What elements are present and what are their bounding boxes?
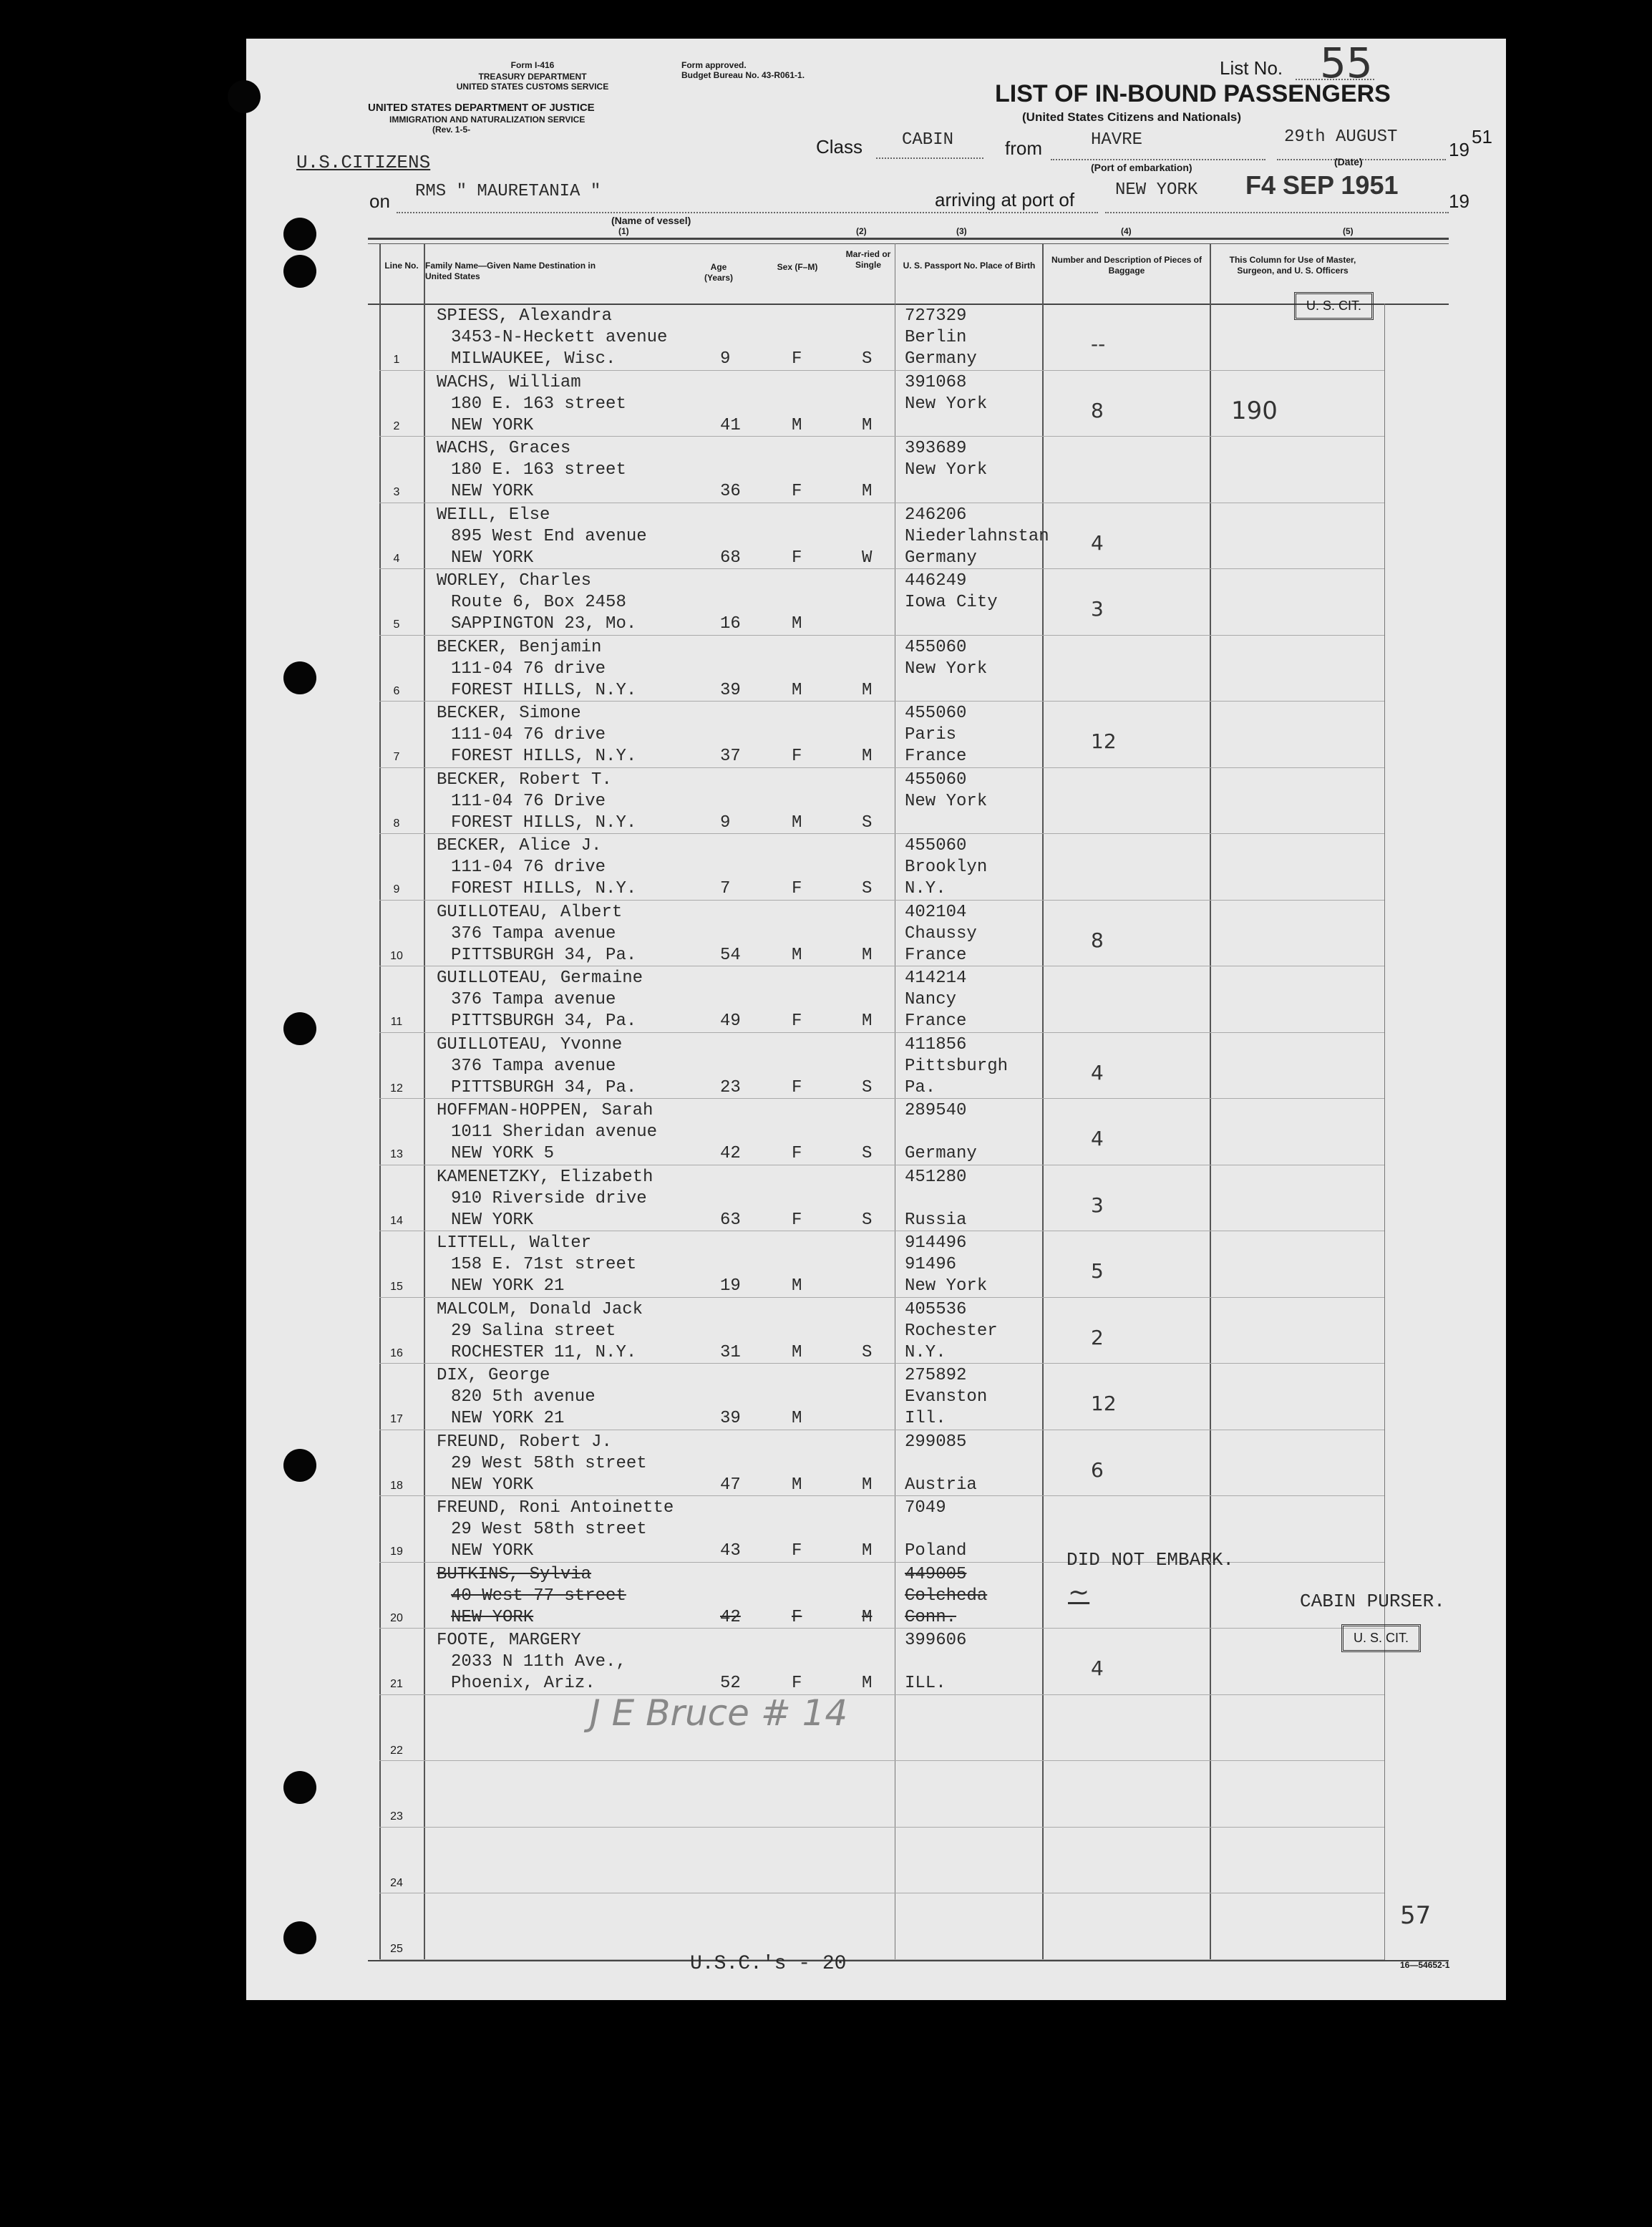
passenger-name: GUILLOTEAU, Yvonne <box>437 1034 623 1054</box>
passport-number: 451280 <box>905 1167 967 1187</box>
passenger-city: NEW YORK <box>451 1541 534 1561</box>
row-divider <box>379 1495 1384 1496</box>
footer-code: 16—54652-1 <box>1400 1960 1450 1970</box>
passenger-marital-status: M <box>862 747 873 766</box>
passenger-marital-status: S <box>862 349 873 369</box>
year-prefix-arrival: 19 <box>1449 190 1469 212</box>
form-number: Form I-416 <box>510 60 555 70</box>
birth-country: ILL. <box>905 1674 946 1693</box>
list-no-value: 55 <box>1320 39 1373 87</box>
passenger-address: 376 Tampa avenue <box>451 1056 616 1076</box>
year-prefix: 19 <box>1449 139 1469 160</box>
birth-country: New York <box>905 1276 988 1296</box>
line-number: 15 <box>390 1281 403 1293</box>
handwritten-note: J E Bruce # 14 <box>590 1692 848 1734</box>
passport-number: 299085 <box>905 1432 967 1452</box>
passport-number: 393689 <box>905 439 967 458</box>
row-divider <box>379 568 1384 569</box>
passenger-marital-status: M <box>862 1541 873 1561</box>
passenger-address: 29 Salina street <box>451 1321 616 1341</box>
from-value: HAVRE <box>1091 130 1143 150</box>
row-divider <box>379 900 1384 901</box>
passenger-name: BECKER, Simone <box>437 704 581 723</box>
passenger-age: 42 <box>720 1144 741 1163</box>
port-embark-caption: (Port of embarkation) <box>1091 162 1192 173</box>
form-approved: Form approved. <box>681 60 747 70</box>
passenger-age: 49 <box>720 1011 741 1031</box>
col-head-name: Family Name—Given Name Destination in United States <box>425 261 596 281</box>
passport-number: 455060 <box>905 770 967 790</box>
passenger-address: 158 E. 71st street <box>451 1255 637 1274</box>
punch-hole <box>283 255 316 288</box>
line-number: 17 <box>390 1413 403 1425</box>
passenger-sex: M <box>792 1475 802 1495</box>
punch-hole <box>283 218 316 251</box>
birth-country: Germany <box>905 548 977 568</box>
passenger-sex: F <box>792 1210 802 1230</box>
passenger-marital-status: S <box>862 879 873 898</box>
line-number: 23 <box>390 1810 403 1823</box>
birth-country: France <box>905 945 967 965</box>
baggage-count: -- <box>1091 332 1106 356</box>
passenger-sex: F <box>792 1011 802 1031</box>
bottom-corner-mark: 57 <box>1400 1901 1432 1930</box>
passenger-marital-status: M <box>862 1674 873 1693</box>
passenger-age: 7 <box>720 879 731 898</box>
line-number: 5 <box>393 618 400 631</box>
passenger-age: 9 <box>720 349 731 369</box>
passport-number: 289540 <box>905 1101 967 1120</box>
birth-place: Paris <box>905 725 957 744</box>
vessel-name: RMS " MAURETANIA " <box>415 182 601 201</box>
passenger-address: 2033 N 11th Ave., <box>451 1652 626 1672</box>
passenger-age: 9 <box>720 812 731 833</box>
baggage-count: 3 <box>1091 1193 1104 1217</box>
birth-place: New York <box>905 659 988 679</box>
did-not-embark-note: DID NOT EMBARK. <box>1066 1549 1235 1571</box>
passenger-sex: F <box>792 747 802 766</box>
birth-place: Pittsburgh <box>905 1056 1009 1076</box>
passenger-sex: F <box>792 1541 802 1561</box>
line-number: 8 <box>393 817 400 830</box>
passport-number: 246206 <box>905 505 967 525</box>
birth-country: Conn. <box>905 1607 957 1627</box>
passenger-age: 16 <box>720 614 741 634</box>
rev-line: (Rev. 1-5- <box>432 125 471 135</box>
passenger-marital-status: M <box>862 1607 873 1627</box>
passenger-age: 63 <box>720 1210 741 1230</box>
line-number: 10 <box>390 949 403 962</box>
col-head-passport: U. S. Passport No. Place of Birth <box>903 261 1036 271</box>
passenger-sex: F <box>792 1607 802 1627</box>
passenger-address: 3453-N-Heckett avenue <box>451 328 668 347</box>
baggage-count: 8 <box>1091 398 1104 422</box>
footer-total: U.S.C.'s - 20 <box>690 1953 847 1975</box>
row-divider <box>379 1959 1384 1960</box>
passenger-sex: F <box>792 548 802 568</box>
passenger-age: 41 <box>720 415 741 435</box>
col-head-sex: Sex (F–M) <box>777 262 818 272</box>
document-title: LIST OF IN-BOUND PASSENGERS <box>995 80 1391 107</box>
passenger-age: 19 <box>720 1276 741 1296</box>
cabin-purser-label: CABIN PURSER. <box>1300 1591 1445 1612</box>
birth-place: Berlin <box>905 328 967 347</box>
passport-number: 727329 <box>905 306 967 326</box>
passenger-marital-status: M <box>862 1475 873 1495</box>
birth-country: Russia <box>905 1210 967 1230</box>
passenger-sex: M <box>792 614 802 634</box>
customs-line: UNITED STATES CUSTOMS SERVICE <box>456 82 609 92</box>
year-suffix: 51 <box>1472 126 1492 147</box>
line-number: 1 <box>393 354 400 366</box>
passenger-address: 111-04 76 Drive <box>451 791 606 811</box>
col-head-age: Age (Years) <box>704 262 734 283</box>
arriving-port: NEW YORK <box>1115 180 1198 200</box>
birth-country: France <box>905 1011 967 1031</box>
date-caption: (Date) <box>1334 156 1363 168</box>
passenger-address: 180 E. 163 street <box>451 394 626 414</box>
passport-number: 449005 <box>905 1564 967 1584</box>
birth-country: Ill. <box>905 1409 946 1428</box>
passenger-city: PITTSBURGH 34, Pa. <box>451 1011 637 1031</box>
birth-country: Germany <box>905 1144 977 1163</box>
line-number: 14 <box>390 1214 403 1227</box>
passenger-city: FOREST HILLS, N.Y. <box>451 879 637 898</box>
passenger-sex: M <box>792 415 802 435</box>
row-divider <box>379 436 1384 437</box>
passenger-sex: M <box>792 945 802 965</box>
passenger-name: BECKER, Benjamin <box>437 637 602 657</box>
passenger-marital-status: S <box>862 1210 873 1230</box>
category-label: U.S.CITIZENS <box>296 152 431 173</box>
passenger-city: NEW YORK 5 <box>451 1144 555 1163</box>
birth-place: 91496 <box>905 1255 957 1274</box>
passenger-city: ROCHESTER 11, N.Y. <box>451 1342 637 1362</box>
baggage-count: 12 <box>1091 729 1117 753</box>
passenger-address: 376 Tampa avenue <box>451 923 616 943</box>
line-number: 25 <box>390 1943 403 1955</box>
passenger-sex: F <box>792 482 802 501</box>
punch-hole <box>283 1771 316 1804</box>
col-head-line-no: Line No. <box>384 261 419 271</box>
passenger-city: PITTSBURGH 34, Pa. <box>451 945 637 965</box>
line-number: 22 <box>390 1744 403 1757</box>
birth-country: Germany <box>905 349 977 369</box>
baggage-count: 4 <box>1091 530 1104 555</box>
col-num-1: (1) <box>618 226 629 236</box>
passenger-city: NEW YORK <box>451 482 534 501</box>
passenger-age: 39 <box>720 680 741 700</box>
birth-place: Niederlahnstan <box>905 526 1049 546</box>
passenger-marital-status: M <box>862 415 873 435</box>
passport-number: 914496 <box>905 1233 967 1253</box>
row-divider <box>379 1827 1384 1828</box>
passenger-city: NEW YORK 21 <box>451 1276 565 1296</box>
passenger-age: 37 <box>720 747 741 766</box>
punch-hole <box>283 661 316 694</box>
baggage-count: 8 <box>1091 928 1104 952</box>
punch-hole <box>283 1012 316 1045</box>
passenger-name: KAMENETZKY, Elizabeth <box>437 1167 653 1187</box>
passport-number: 7049 <box>905 1498 946 1518</box>
line-number: 9 <box>393 883 400 896</box>
passport-number: 275892 <box>905 1366 967 1385</box>
birth-country: Austria <box>905 1475 977 1495</box>
us-cit-stamp-bottom: U. S. CIT. <box>1341 1624 1421 1652</box>
passenger-name: HOFFMAN-HOPPEN, Sarah <box>437 1101 653 1120</box>
passenger-sex: F <box>792 1674 802 1693</box>
line-number: 19 <box>390 1546 403 1558</box>
col-head-married: Mar-ried or Single <box>845 249 891 270</box>
row-divider <box>379 701 1384 702</box>
col-head-baggage: Number and Description of Pieces of Baggage <box>1051 255 1202 276</box>
list-no-label: List No. <box>1220 57 1283 79</box>
passenger-marital-status: S <box>862 1342 873 1362</box>
passenger-address: 111-04 76 drive <box>451 659 606 679</box>
passenger-address: 180 E. 163 street <box>451 460 626 480</box>
row-divider <box>379 635 1384 636</box>
row-divider <box>379 1694 1384 1695</box>
officer-note: 190 <box>1231 397 1278 425</box>
passenger-address: 376 Tampa avenue <box>451 990 616 1009</box>
baggage-count: 6 <box>1091 1457 1104 1482</box>
birth-place: Colcheda <box>905 1586 988 1606</box>
passenger-age: 23 <box>720 1077 741 1097</box>
passenger-city: NEW YORK <box>451 1210 534 1230</box>
treasury-line: TREASURY DEPARTMENT <box>478 72 587 82</box>
baggage-count: 4 <box>1091 1127 1104 1150</box>
line-number: 3 <box>393 486 400 498</box>
passenger-sex: M <box>792 812 802 833</box>
passenger-city: SAPPINGTON 23, Mo. <box>451 614 637 634</box>
col-num-5: (5) <box>1343 226 1354 236</box>
col-num-3: (3) <box>956 226 967 236</box>
passenger-name: FREUND, Roni Antoinette <box>437 1498 674 1518</box>
line-number: 12 <box>390 1082 403 1095</box>
us-cit-stamp-top: U. S. CIT. <box>1294 292 1374 320</box>
passenger-address: 40 West 77 street <box>451 1586 626 1606</box>
passenger-name: GUILLOTEAU, Albert <box>437 902 623 922</box>
birth-place: New York <box>905 460 988 480</box>
line-number: 18 <box>390 1479 403 1492</box>
line-number: 2 <box>393 419 400 432</box>
passenger-marital-status: S <box>862 812 873 833</box>
passenger-city: NEW YORK <box>451 1607 534 1627</box>
passenger-name: WACHS, William <box>437 372 581 392</box>
passenger-sex: F <box>792 1144 802 1163</box>
line-number: 13 <box>390 1148 403 1160</box>
passenger-name: BUTKINS, Sylvia <box>437 1564 592 1584</box>
on-label: on <box>369 190 390 212</box>
passenger-age: 43 <box>720 1541 741 1561</box>
line-number: 6 <box>393 684 400 697</box>
row-divider <box>379 833 1384 834</box>
ins-line: IMMIGRATION AND NATURALIZATION SERVICE <box>389 115 586 125</box>
birth-place: Chaussy <box>905 923 977 943</box>
passenger-name: WACHS, Graces <box>437 439 571 458</box>
purser-signature: ~ <box>1068 1578 1090 1607</box>
passenger-address: 29 West 58th street <box>451 1453 647 1473</box>
passenger-sex: M <box>792 1276 802 1296</box>
row-divider <box>379 370 1384 371</box>
birth-place: Evanston <box>905 1387 988 1407</box>
line-number: 7 <box>393 751 400 763</box>
baggage-count: 3 <box>1091 597 1104 621</box>
row-divider <box>379 1760 1384 1761</box>
passport-number: 402104 <box>905 902 967 922</box>
manifest-page <box>246 39 1506 2000</box>
passport-number: 411856 <box>905 1034 967 1054</box>
passenger-city: FOREST HILLS, N.Y. <box>451 747 637 766</box>
passenger-age: 42 <box>720 1607 741 1627</box>
passenger-age: 52 <box>720 1674 741 1693</box>
passenger-city: NEW YORK <box>451 1475 534 1495</box>
class-label: Class <box>816 136 863 157</box>
passenger-name: SPIESS, Alexandra <box>437 306 612 326</box>
passport-number: 455060 <box>905 704 967 723</box>
date-value: 29th AUGUST <box>1284 127 1398 147</box>
birth-place: Nancy <box>905 990 957 1009</box>
passenger-age: 47 <box>720 1475 741 1495</box>
birth-place: Brooklyn <box>905 858 988 877</box>
passenger-marital-status: M <box>862 482 873 501</box>
document-subtitle: (United States Citizens and Nationals) <box>1022 110 1242 124</box>
punch-hole <box>228 80 261 113</box>
col-head-officers: This Column for Use of Master, Surgeon, and U. S. Officers <box>1229 255 1356 276</box>
passenger-age: 54 <box>720 945 741 965</box>
vessel-caption: (Name of vessel) <box>611 215 691 226</box>
passenger-marital-status: M <box>862 1011 873 1031</box>
passenger-name: MALCOLM, Donald Jack <box>437 1299 643 1319</box>
passport-number: 446249 <box>905 571 967 591</box>
line-number: 16 <box>390 1347 403 1359</box>
passenger-city: FOREST HILLS, N.Y. <box>451 680 637 700</box>
passenger-sex: M <box>792 1342 802 1362</box>
passenger-address: 820 5th avenue <box>451 1387 596 1407</box>
justice-dept: UNITED STATES DEPARTMENT OF JUSTICE <box>368 102 595 114</box>
passenger-city: NEW YORK <box>451 415 534 435</box>
line-number: 24 <box>390 1876 403 1889</box>
passenger-name: BECKER, Robert T. <box>437 770 612 790</box>
passenger-sex: F <box>792 1077 802 1097</box>
birth-place: Iowa City <box>905 593 998 612</box>
baggage-count: 12 <box>1091 1392 1117 1415</box>
baggage-count: 2 <box>1091 1325 1104 1349</box>
passport-number: 405536 <box>905 1299 967 1319</box>
passenger-city: NEW YORK 21 <box>451 1409 565 1428</box>
line-number: 21 <box>390 1678 403 1690</box>
row-divider <box>379 1628 1384 1629</box>
passport-number: 399606 <box>905 1631 967 1650</box>
passenger-city: PITTSBURGH 34, Pa. <box>451 1077 637 1097</box>
passenger-name: LITTELL, Walter <box>437 1233 592 1253</box>
passenger-sex: M <box>792 1409 802 1428</box>
line-number: 20 <box>390 1611 403 1624</box>
birth-country: Pa. <box>905 1077 936 1097</box>
row-divider <box>379 1297 1384 1298</box>
passenger-age: 31 <box>720 1342 741 1362</box>
passenger-name: FOOTE, MARGERY <box>437 1631 581 1650</box>
birth-country: Poland <box>905 1541 967 1561</box>
passport-number: 455060 <box>905 637 967 657</box>
passenger-address: Route 6, Box 2458 <box>451 593 626 612</box>
birth-country: N.Y. <box>905 1342 946 1362</box>
col-num-2: (2) <box>856 226 867 236</box>
passenger-name: BECKER, Alice J. <box>437 836 602 855</box>
birth-country: France <box>905 747 967 766</box>
passenger-city: NEW YORK <box>451 548 534 568</box>
passenger-marital-status: M <box>862 680 873 700</box>
passport-number: 391068 <box>905 372 967 392</box>
passenger-name: DIX, George <box>437 1366 550 1385</box>
row-divider <box>379 1032 1384 1033</box>
class-value: CABIN <box>902 130 954 150</box>
birth-place: Rochester <box>905 1321 998 1341</box>
row-divider <box>379 1098 1384 1099</box>
birth-country: N.Y. <box>905 879 946 898</box>
passenger-marital-status: W <box>862 548 873 568</box>
passenger-address: 1011 Sheridan avenue <box>451 1122 658 1142</box>
punch-hole <box>283 1449 316 1482</box>
baggage-count: 5 <box>1091 1259 1104 1283</box>
line-number: 4 <box>393 552 400 565</box>
passenger-name: GUILLOTEAU, Germaine <box>437 969 643 988</box>
passenger-address: 29 West 58th street <box>451 1520 647 1539</box>
passenger-marital-status: S <box>862 1077 873 1097</box>
birth-place: New York <box>905 791 988 811</box>
passenger-age: 39 <box>720 1409 741 1428</box>
budget-bureau: Budget Bureau No. 43-R061-1. <box>681 70 805 80</box>
passenger-city: FOREST HILLS, N.Y. <box>451 812 637 833</box>
passenger-city: MILWAUKEE, Wisc. <box>451 349 616 369</box>
passenger-address: 910 Riverside drive <box>451 1188 647 1208</box>
passenger-age: 68 <box>720 548 741 568</box>
baggage-count: 4 <box>1091 1060 1104 1085</box>
passenger-marital-status: M <box>862 945 873 965</box>
passenger-address: 111-04 76 drive <box>451 725 606 744</box>
from-label: from <box>1005 137 1042 159</box>
passenger-sex: M <box>792 680 802 700</box>
passenger-sex: F <box>792 879 802 898</box>
passenger-sex: F <box>792 349 802 369</box>
passenger-name: WEILL, Else <box>437 505 550 525</box>
arriving-label: arriving at port of <box>935 189 1075 210</box>
punch-hole <box>283 1921 316 1954</box>
line-number: 11 <box>390 1016 403 1028</box>
passenger-address: 895 West End avenue <box>451 526 647 546</box>
row-divider <box>379 1363 1384 1364</box>
passenger-marital-status: S <box>862 1144 873 1163</box>
birth-place: New York <box>905 394 988 414</box>
passenger-age: 36 <box>720 482 741 501</box>
passenger-name: FREUND, Robert J. <box>437 1432 612 1452</box>
row-divider <box>379 767 1384 768</box>
arrival-date-stamp: F4 SEP 1951 <box>1245 170 1399 200</box>
col-num-4: (4) <box>1121 226 1132 236</box>
passenger-name: WORLEY, Charles <box>437 571 592 591</box>
passenger-city: Phoenix, Ariz. <box>451 1674 596 1693</box>
passport-number: 455060 <box>905 836 967 855</box>
passport-number: 414214 <box>905 969 967 988</box>
passenger-address: 111-04 76 drive <box>451 858 606 877</box>
baggage-count: 4 <box>1091 1656 1104 1680</box>
